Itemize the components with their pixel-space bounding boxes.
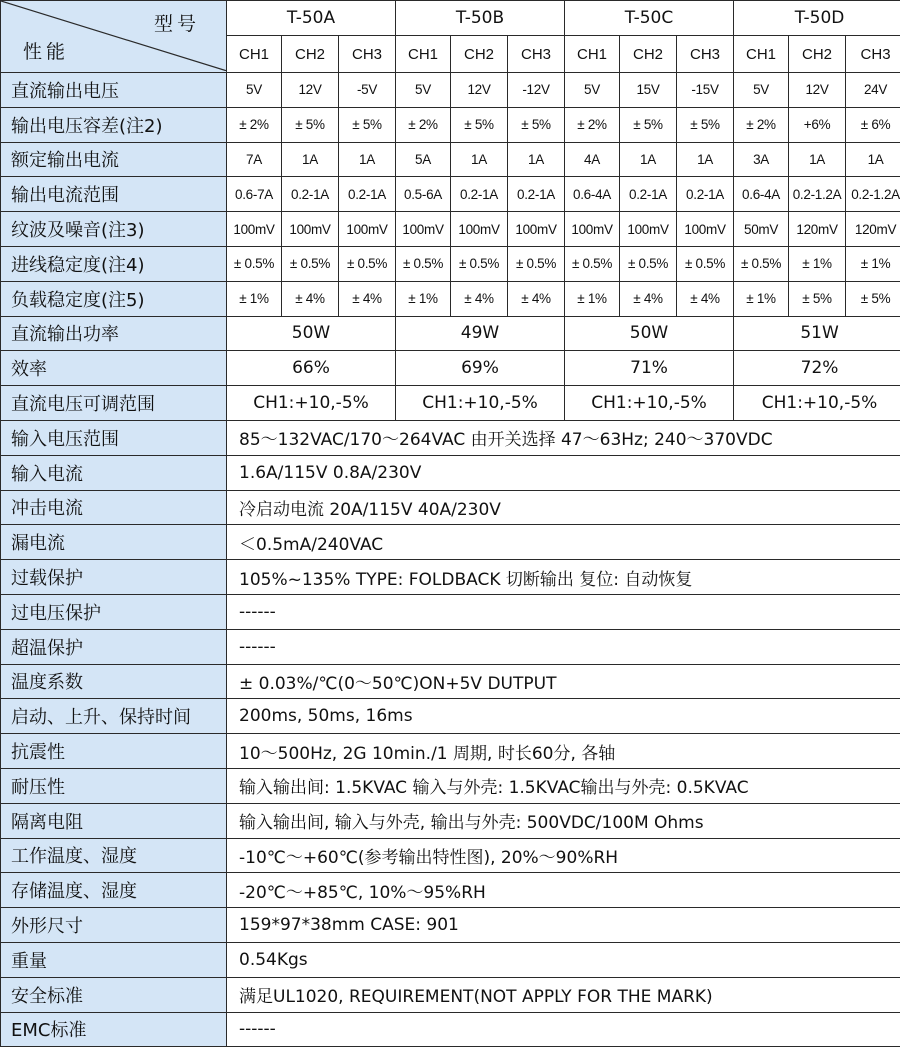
channel-value-cell: 1A — [508, 142, 565, 177]
row-label: 负载稳定度(注5) — [1, 281, 227, 316]
channel-value-cell: 12V — [789, 73, 846, 108]
channel-value-cell: ± 4% — [339, 281, 396, 316]
channel-value-cell: 100mV — [339, 212, 396, 247]
spec-value-cell: 输入输出间: 1.5KVAC 输入与外壳: 1.5KVAC输出与外壳: 0.5KVAC — [227, 768, 900, 803]
row-label: 外形尺寸 — [1, 908, 227, 943]
channel-value-cell: 15V — [620, 73, 677, 108]
row-label: 漏电流 — [1, 525, 227, 560]
spec-value-cell: 满足UL1020, REQUIREMENT(NOT APPLY FOR THE MARK) — [227, 977, 900, 1012]
channel-header-cell: CH2 — [620, 36, 677, 73]
channel-value-cell: ± 0.5% — [339, 246, 396, 281]
spec-row — [1, 386, 900, 421]
channel-value-cell: ± 1% — [734, 281, 789, 316]
spec-row — [1, 838, 900, 873]
channel-value-cell: ± 4% — [620, 281, 677, 316]
channel-value-cell: 0.2-1A — [282, 177, 339, 212]
channel-value-cell: ± 2% — [734, 107, 789, 142]
channel-value-cell: 1A — [451, 142, 508, 177]
channel-header-cell: CH3 — [339, 36, 396, 73]
channel-value-cell: 50mV — [734, 212, 789, 247]
spec-value-cell: ------ — [227, 594, 900, 629]
model-header-cell: T-50C — [565, 1, 734, 36]
spec-row — [1, 734, 900, 769]
channel-value-cell: 0.2-1A — [508, 177, 565, 212]
channel-value-cell: 100mV — [677, 212, 734, 247]
channel-value-cell: -5V — [339, 73, 396, 108]
model-value-cell: CH1:+10,-5% — [396, 386, 565, 421]
channel-value-cell: ± 6% — [846, 107, 900, 142]
spec-row — [1, 977, 900, 1012]
spec-row — [1, 699, 900, 734]
channel-value-cell: 0.2-1A — [677, 177, 734, 212]
row-label: 直流输出功率 — [1, 316, 227, 351]
row-label: 超温保护 — [1, 629, 227, 664]
spec-value-cell: 0.54Kgs — [227, 942, 900, 977]
channel-value-cell: 7A — [227, 142, 282, 177]
channel-value-cell: 1A — [789, 142, 846, 177]
channel-value-cell: 3A — [734, 142, 789, 177]
channel-value-cell: 1A — [282, 142, 339, 177]
channel-value-cell: ± 1% — [227, 281, 282, 316]
channel-value-cell: ± 5% — [339, 107, 396, 142]
channel-value-cell: 0.6-4A — [734, 177, 789, 212]
channel-header-cell: CH3 — [508, 36, 565, 73]
spec-value-cell: 10～500Hz, 2G 10min./1 周期, 时长60分, 各轴 — [227, 734, 900, 769]
row-label: 输入电压范围 — [1, 420, 227, 455]
spec-row — [1, 73, 900, 108]
spec-value-cell: -20℃～+85℃, 10%～95%RH — [227, 873, 900, 908]
spec-row — [1, 455, 900, 490]
model-value-cell: 69% — [396, 351, 565, 386]
row-label: 工作温度、湿度 — [1, 838, 227, 873]
row-label: 安全标准 — [1, 977, 227, 1012]
channel-value-cell: ± 5% — [789, 281, 846, 316]
channel-value-cell: ± 5% — [451, 107, 508, 142]
row-label: 过载保护 — [1, 560, 227, 595]
channel-value-cell: 0.2-1A — [339, 177, 396, 212]
channel-header-cell: CH1 — [227, 36, 282, 73]
spec-row — [1, 873, 900, 908]
row-label: 重量 — [1, 942, 227, 977]
spec-row — [1, 594, 900, 629]
row-label: 纹波及噪音(注3) — [1, 212, 227, 247]
channel-value-cell: ± 0.5% — [451, 246, 508, 281]
channel-value-cell: 0.2-1A — [451, 177, 508, 212]
channel-value-cell: ± 5% — [620, 107, 677, 142]
channel-value-cell: ± 0.5% — [396, 246, 451, 281]
model-value-cell: 51W — [734, 316, 900, 351]
model-value-cell: 72% — [734, 351, 900, 386]
channel-value-cell: ± 1% — [789, 246, 846, 281]
channel-value-cell: -12V — [508, 73, 565, 108]
model-header-cell: T-50B — [396, 1, 565, 36]
channel-value-cell: 5A — [396, 142, 451, 177]
spec-row — [1, 560, 900, 595]
channel-value-cell: ± 2% — [565, 107, 620, 142]
spec-row — [1, 664, 900, 699]
channel-value-cell: ± 5% — [282, 107, 339, 142]
model-value-cell: 50W — [565, 316, 734, 351]
channel-value-cell: ± 4% — [451, 281, 508, 316]
row-label: 输出电流范围 — [1, 177, 227, 212]
spec-row — [1, 908, 900, 943]
row-label: 冲击电流 — [1, 490, 227, 525]
channel-value-cell: 5V — [396, 73, 451, 108]
diag-model-label: 型号 — [153, 13, 200, 35]
channel-header-cell: CH3 — [846, 36, 900, 73]
channel-value-cell: 0.2-1.2A — [789, 177, 846, 212]
channel-header-cell: CH2 — [451, 36, 508, 73]
spec-value-cell: ＜0.5mA/240VAC — [227, 525, 900, 560]
channel-value-cell: 0.5-6A — [396, 177, 451, 212]
row-label: 隔离电阻 — [1, 803, 227, 838]
row-label: 启动、上升、保持时间 — [1, 699, 227, 734]
model-header-cell: T-50D — [734, 1, 900, 36]
spec-value-cell: 159*97*38mm CASE: 901 — [227, 908, 900, 943]
model-header-cell: T-50A — [227, 1, 396, 36]
channel-value-cell: ± 1% — [396, 281, 451, 316]
row-label: 过电压保护 — [1, 594, 227, 629]
spec-row — [1, 942, 900, 977]
spec-value-cell: 200ms, 50ms, 16ms — [227, 699, 900, 734]
channel-header-cell: CH1 — [734, 36, 789, 73]
channel-value-cell: ± 5% — [846, 281, 900, 316]
channel-header-cell: CH2 — [789, 36, 846, 73]
row-label: 直流电压可调范围 — [1, 386, 227, 421]
channel-value-cell: 100mV — [451, 212, 508, 247]
spec-value-cell: 105%~135% TYPE: FOLDBACK 切断输出 复位: 自动恢复 — [227, 560, 900, 595]
channel-value-cell: 100mV — [508, 212, 565, 247]
channel-value-cell: ± 0.5% — [227, 246, 282, 281]
channel-value-cell: 12V — [451, 73, 508, 108]
spec-row — [1, 246, 900, 281]
row-label: 效率 — [1, 351, 227, 386]
channel-value-cell: -15V — [677, 73, 734, 108]
spec-row — [1, 768, 900, 803]
model-value-cell: CH1:+10,-5% — [227, 386, 396, 421]
model-value-cell: 71% — [565, 351, 734, 386]
spec-table-body — [1, 73, 900, 1047]
spec-row — [1, 212, 900, 247]
spec-row — [1, 177, 900, 212]
channel-value-cell: ± 1% — [846, 246, 900, 281]
channel-value-cell: ± 4% — [282, 281, 339, 316]
channel-value-cell: 4A — [565, 142, 620, 177]
channel-value-cell: 120mV — [846, 212, 900, 247]
spec-value-cell: ------ — [227, 629, 900, 664]
row-label: 额定输出电流 — [1, 142, 227, 177]
channel-value-cell: 5V — [734, 73, 789, 108]
channel-value-cell: ± 0.5% — [734, 246, 789, 281]
spec-value-cell: 冷启动电流 20A/115V 40A/230V — [227, 490, 900, 525]
row-label: 存储温度、湿度 — [1, 873, 227, 908]
spec-value-cell: 85～132VAC/170～264VAC 由开关选择 47～63Hz; 240～370VDC — [227, 420, 900, 455]
row-label: 输入电流 — [1, 455, 227, 490]
channel-value-cell: 12V — [282, 73, 339, 108]
spec-row — [1, 525, 900, 560]
channel-value-cell: 120mV — [789, 212, 846, 247]
row-label: 温度系数 — [1, 664, 227, 699]
spec-row — [1, 420, 900, 455]
row-label: 进线稳定度(注4) — [1, 246, 227, 281]
channel-value-cell: 24V — [846, 73, 900, 108]
channel-value-cell: ± 5% — [677, 107, 734, 142]
channel-value-cell: 5V — [227, 73, 282, 108]
channel-value-cell: 1A — [677, 142, 734, 177]
spec-row — [1, 107, 900, 142]
channel-value-cell: ± 4% — [508, 281, 565, 316]
channel-value-cell: ± 2% — [227, 107, 282, 142]
channel-header-cell: CH3 — [677, 36, 734, 73]
channel-value-cell: 0.2-1.2A — [846, 177, 900, 212]
channel-value-cell: ± 4% — [677, 281, 734, 316]
channel-value-cell: 100mV — [282, 212, 339, 247]
row-label: 直流输出电压 — [1, 73, 227, 108]
model-value-cell: CH1:+10,-5% — [565, 386, 734, 421]
row-label: 耐压性 — [1, 768, 227, 803]
channel-value-cell: 100mV — [396, 212, 451, 247]
spec-row — [1, 803, 900, 838]
channel-value-cell: ± 1% — [565, 281, 620, 316]
model-value-cell: CH1:+10,-5% — [734, 386, 900, 421]
row-label: 输出电压容差(注2) — [1, 107, 227, 142]
diag-performance-label: 性能 — [23, 41, 70, 63]
channel-value-cell: ± 0.5% — [508, 246, 565, 281]
channel-value-cell: ± 2% — [396, 107, 451, 142]
spec-value-cell: 1.6A/115V 0.8A/230V — [227, 455, 900, 490]
model-value-cell: 49W — [396, 316, 565, 351]
spec-value-cell: ------ — [227, 1012, 900, 1047]
model-value-cell: 50W — [227, 316, 396, 351]
channel-value-cell: ± 0.5% — [565, 246, 620, 281]
spec-row — [1, 281, 900, 316]
channel-value-cell: 100mV — [620, 212, 677, 247]
channel-value-cell: 0.6-4A — [565, 177, 620, 212]
channel-value-cell: 0.6-7A — [227, 177, 282, 212]
spec-row — [1, 142, 900, 177]
channel-value-cell: ± 0.5% — [282, 246, 339, 281]
channel-value-cell: +6% — [789, 107, 846, 142]
channel-value-cell: ± 0.5% — [677, 246, 734, 281]
row-label: EMC标准 — [1, 1012, 227, 1047]
channel-value-cell: 5V — [565, 73, 620, 108]
spec-value-cell: -10℃～+60℃(参考输出特性图), 20%～90%RH — [227, 838, 900, 873]
channel-value-cell: 1A — [846, 142, 900, 177]
spec-value-cell: 输入输出间, 输入与外壳, 输出与外壳: 500VDC/100M Ohms — [227, 803, 900, 838]
channel-header-cell: CH2 — [282, 36, 339, 73]
channel-value-cell: 0.2-1A — [620, 177, 677, 212]
spec-row — [1, 316, 900, 351]
channel-value-cell: ± 0.5% — [620, 246, 677, 281]
spec-value-cell: ± 0.03%/℃(0～50℃)ON+5V DUTPUT — [227, 664, 900, 699]
spec-row — [1, 1012, 900, 1047]
channel-header-cell: CH1 — [565, 36, 620, 73]
channel-value-cell: 100mV — [565, 212, 620, 247]
channel-value-cell: 1A — [339, 142, 396, 177]
spec-row — [1, 490, 900, 525]
spec-row — [1, 629, 900, 664]
spec-row — [1, 351, 900, 386]
channel-value-cell: ± 5% — [508, 107, 565, 142]
channel-header-cell: CH1 — [396, 36, 451, 73]
row-label: 抗震性 — [1, 734, 227, 769]
channel-value-cell: 100mV — [227, 212, 282, 247]
channel-value-cell: 1A — [620, 142, 677, 177]
model-header-row — [1, 1, 900, 36]
model-value-cell: 66% — [227, 351, 396, 386]
diagonal-header-cell — [1, 1, 227, 73]
